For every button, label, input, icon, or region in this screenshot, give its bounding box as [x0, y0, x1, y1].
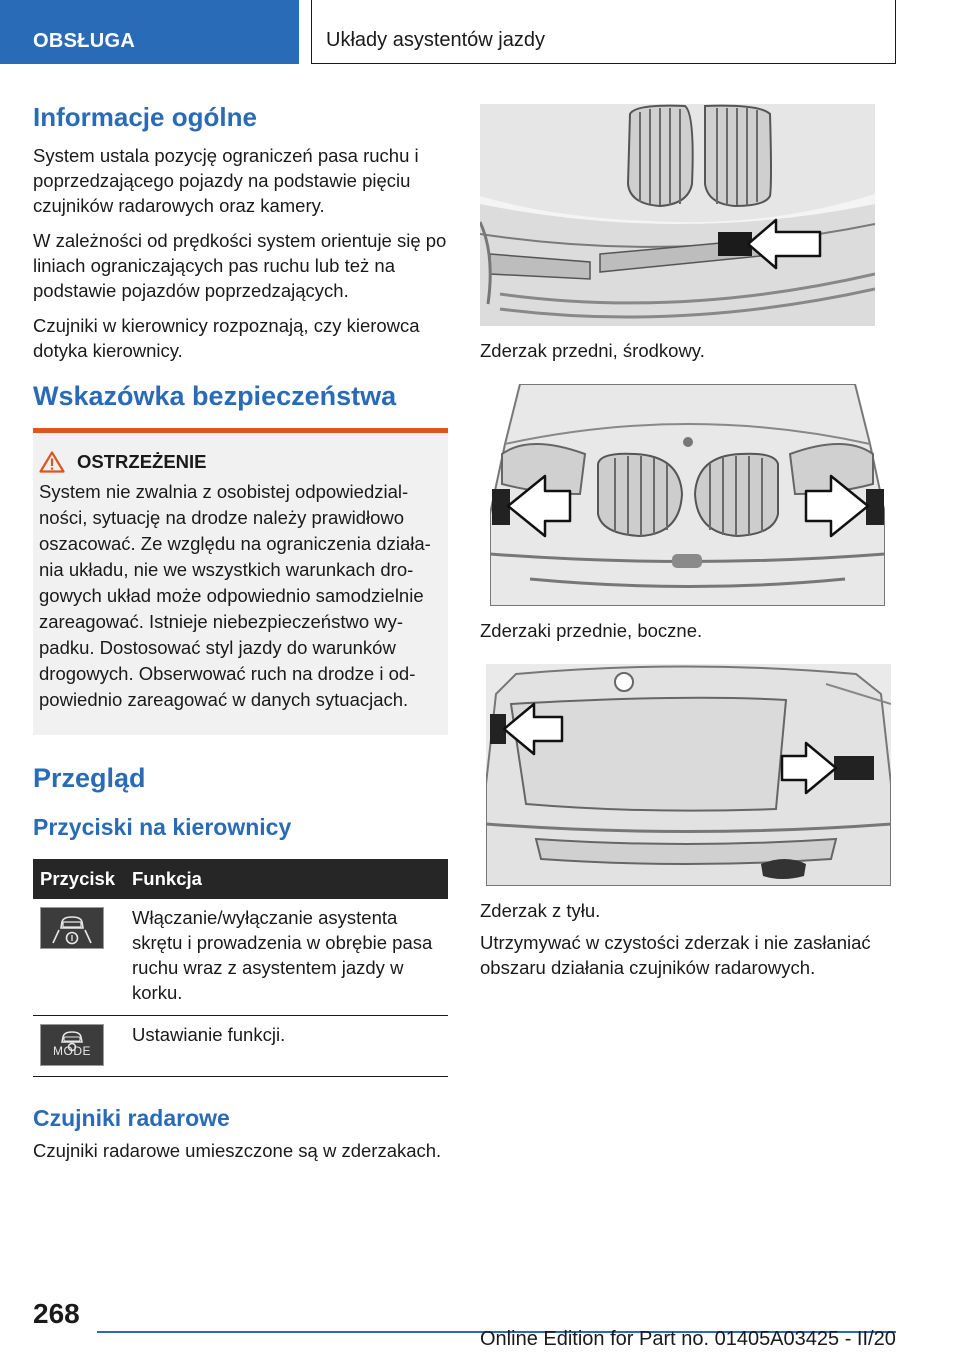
mode-icon-label: MODE	[53, 1044, 91, 1058]
table-header-button: Przycisk	[33, 859, 125, 899]
table-cell-icon	[33, 1016, 125, 1077]
lane-assist-mode-icon	[40, 1024, 104, 1066]
table-cell-function: Włączanie/wyłączanie asystenta skrętu i prowadzenia w obrębie pasa ruchu wraz z asystentem jazdy w korku.	[125, 899, 448, 1016]
warning-triangle-icon	[39, 451, 65, 473]
warning-box	[33, 433, 448, 735]
caption-rear: Zderzak z tyłu.	[480, 900, 601, 921]
general-info-paragraph-3: Czujniki w kierownicy rozpoznają, czy kierowca dotyka kierownicy.	[33, 315, 420, 361]
warning-title	[39, 451, 442, 473]
buttons-table	[33, 859, 448, 1077]
header-chapter-box	[311, 0, 896, 64]
table-header-function: Funkcja	[125, 859, 448, 899]
caption-front-side: Zderzaki przednie, boczne.	[480, 620, 703, 641]
table-cell-icon	[33, 899, 125, 1016]
radar-sensors-text: Czujniki radarowe umieszczone są w zderzakach.	[33, 1140, 442, 1161]
general-info-paragraph-1: System ustala pozycję ograniczeń pasa ruchu i poprzedzającego pojazdy na podstawie pięciu czujników radarowych oraz kamery.	[33, 145, 419, 216]
warning-text: System nie zwalnia z osobistej odpowiedzialności, sytuację na drodze należy prawidłowo oszacować. Ze względu na ograniczenia działania układu, nie we wszystkich warunkach drogowych układ może odpowiednio samodzielnie zareagować. Istnieje niebezpieczeństwo wypadku. Dostosować styl jazdy do warunków drogowych. Obserwować ruch na drodze i odpowiednio zareagować w danych sytuacjach.	[39, 481, 431, 710]
left-column	[33, 102, 448, 1173]
header-section-tab	[0, 0, 299, 64]
front-bumper-side-photo	[490, 384, 885, 606]
page-number: 268	[33, 1298, 80, 1329]
table-header-row	[33, 859, 448, 899]
safety-heading: Wskazówka bezpieczeństwa	[33, 381, 397, 411]
footer-edition: Online Edition for Part no. 01405A03425 - II/20	[480, 1328, 896, 1350]
lane-assist-icon	[40, 907, 104, 949]
general-info-paragraph-2: W zależności od prędkości system orientuje się po liniach ograniczających pas ruchu lub też na podstawie pojazdów poprzedzających.	[33, 230, 447, 301]
general-info-heading: Informacje ogólne	[33, 102, 257, 132]
right-column	[480, 104, 896, 990]
warning-label: OSTRZEŻENIE	[77, 451, 207, 472]
front-bumper-center-photo	[480, 104, 875, 326]
steering-buttons-heading: Przyciski na kierownicy	[33, 814, 292, 840]
rear-bumper-photo	[486, 664, 891, 886]
header-section-label: OBSŁUGA	[33, 30, 136, 52]
table-row	[33, 1016, 448, 1077]
overview-heading: Przegląd	[33, 763, 146, 793]
header-chapter-label: Układy asystentów jazdy	[326, 29, 545, 51]
caption-front-center: Zderzak przedni, środkowy.	[480, 340, 705, 361]
radar-cleaning-note: Utrzymywać w czystości zderzak i nie zasłaniać obszaru działania czujników radarowych.	[480, 932, 871, 978]
table-row	[33, 899, 448, 1016]
table-cell-function: Ustawianie funkcji.	[125, 1016, 448, 1077]
radar-sensors-heading: Czujniki radarowe	[33, 1105, 230, 1131]
